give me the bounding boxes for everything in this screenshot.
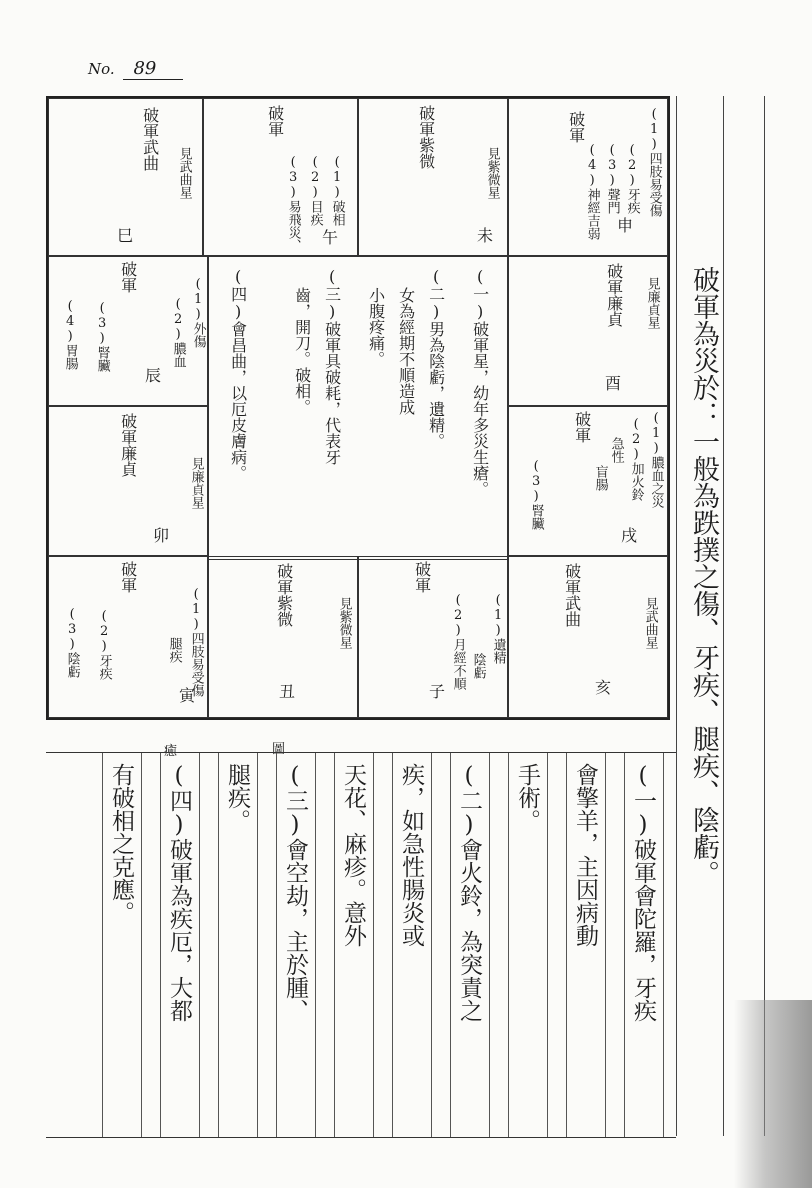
notes-column (624, 753, 664, 1137)
cell-chen-item-1: (1)外傷 (190, 277, 206, 348)
notes-line-5: 疾，如急性腸炎或 (398, 763, 424, 947)
notes-line-1: (一)破軍會陀羅，牙疾 (630, 763, 656, 1022)
notes-line-9: (四)破軍為疾厄，大都 (166, 763, 192, 1022)
cell-xu-item-1: (1)膿血之災 (648, 411, 664, 508)
cell-xu-item-4: 盲腸 (592, 465, 608, 491)
centre-line-5: (三)破軍具破耗，代表牙 (322, 267, 342, 465)
cell-yin-item-2: 腿疾 (166, 637, 182, 663)
notes-line-8: 腿疾。 (224, 763, 250, 832)
notes-column (276, 753, 316, 1137)
cell-si-note: 見武曲星 (176, 147, 192, 199)
cell-chou (208, 556, 358, 718)
notes-line-4: (二)會火鈴，為突責之 (456, 763, 482, 1022)
notes-column (392, 753, 432, 1137)
cell-zi-stars: 破軍 (412, 561, 432, 593)
cell-wei-stars: 破軍紫微 (416, 105, 436, 169)
page-number-label: No. (88, 60, 115, 78)
centre-line-7: (四)會昌曲，以厄皮膚病。 (228, 267, 248, 481)
cell-xu (508, 406, 668, 556)
cell-chen (48, 256, 208, 406)
cell-shen (508, 98, 668, 256)
cell-hai-branch: 亥 (595, 678, 612, 697)
cell-shen-item-2: (2)牙疾 (624, 143, 640, 214)
cell-shen-item-3: (3)聲門 (604, 143, 620, 214)
page-title: 破軍為災於：一般為跌撲之傷、牙疾、腿疾、陰虧。 (688, 266, 719, 887)
page-edge-shadow (734, 1000, 812, 1188)
cell-wu-item-2: (2)目疾 (307, 155, 323, 226)
cell-chen-item-2: (2)膿血 (170, 297, 186, 368)
centre-line-2: (二)男為陰虧，遺精。 (426, 267, 446, 449)
cell-chou-stars: 破軍紫微 (274, 563, 294, 627)
notes-section (46, 752, 676, 1138)
cell-zi-branch: 子 (429, 682, 446, 701)
cell-xu-stars: 破軍 (572, 411, 592, 443)
notes-column (102, 753, 142, 1137)
chart-centre (208, 256, 508, 560)
notes-column (566, 753, 606, 1137)
cell-hai-stars: 破軍武曲 (562, 563, 582, 627)
notes-label-left: 癒 (164, 744, 178, 759)
notes-line-6: 天花、麻疹。意外 (340, 763, 366, 947)
centre-line-1: (一)破軍星，幼年多災生瘡。 (470, 267, 490, 497)
cell-wu-item-1: (1)破相 (329, 155, 345, 226)
cell-wu-stars: 破軍 (265, 105, 285, 137)
cell-zi (358, 556, 508, 718)
cell-wei-branch: 未 (477, 226, 494, 245)
cell-xu-item-2: (2)加火鈴 (628, 417, 644, 501)
cell-chou-branch: 丑 (279, 682, 296, 701)
cell-mao-note: 見廉貞星 (188, 457, 204, 509)
cell-mao-branch: 卯 (153, 526, 170, 545)
notes-column (160, 753, 200, 1137)
cell-you-note: 見廉貞星 (644, 277, 660, 329)
cell-wu (203, 98, 358, 256)
cell-shen-item-4: (4)神經吉弱 (584, 143, 600, 240)
cell-wei-note: 見紫微星 (484, 147, 500, 199)
cell-wu-item-3: (3)易飛災、 (285, 155, 301, 252)
cell-you (508, 256, 668, 406)
notes-line-10: 有破相之克應。 (108, 763, 134, 924)
cell-xu-item-3: 急性 (608, 437, 624, 463)
cell-hai (508, 556, 668, 718)
cell-xu-branch: 戌 (621, 526, 638, 545)
centre-line-3: 女為經期不順造成 (396, 287, 416, 415)
title-column (676, 96, 724, 1136)
cell-chou-note: 見紫微星 (336, 597, 352, 649)
cell-chen-item-4: (4)胃腸 (62, 299, 78, 370)
page-number (88, 58, 183, 80)
cell-yin-stars: 破軍 (118, 561, 138, 593)
notes-line-3: 手術。 (514, 763, 540, 832)
cell-chen-stars: 破軍 (118, 261, 138, 293)
notes-column (508, 753, 548, 1137)
notes-label-right: 圖 (272, 742, 286, 757)
cell-shen-stars: 破軍 (566, 111, 586, 143)
cell-wei (358, 98, 508, 256)
cell-mao (48, 406, 208, 556)
cell-zi-item-3: (2)月經不順 (450, 593, 466, 690)
cell-xu-item-5: (3)腎臟 (528, 459, 544, 530)
notes-line-2: 會擎羊，主因病動 (572, 763, 598, 947)
page-number-value: 89 (123, 58, 183, 80)
cell-you-stars: 破軍廉貞 (604, 263, 624, 327)
notes-column (334, 753, 374, 1137)
notes-column (218, 753, 258, 1137)
cell-chen-branch: 辰 (145, 366, 162, 385)
cell-si (48, 98, 203, 256)
cell-wu-branch: 午 (322, 228, 339, 247)
cell-yin-item-4: (3)陰虧 (64, 607, 80, 678)
cell-yin-item-3: (2)牙疾 (96, 609, 112, 680)
cell-shen-item-1: (1)四肢易受傷 (646, 107, 662, 217)
right-margin-column (722, 96, 765, 1136)
notes-column (450, 753, 490, 1137)
centre-line-4: 小腹疼痛。 (366, 287, 386, 367)
cell-mao-stars: 破軍廉貞 (118, 413, 138, 477)
cell-zi-item-1: (1)遺精 (490, 593, 506, 664)
cell-yin (48, 556, 208, 718)
cell-si-stars: 破軍武曲 (140, 107, 160, 171)
cell-shen-branch: 申 (617, 216, 634, 235)
cell-zi-item-2: 陰虧 (470, 653, 486, 679)
cell-si-branch: 巳 (117, 226, 134, 245)
cell-you-branch: 酉 (605, 374, 622, 393)
notes-line-7: (三)會空劫，主於腫、 (282, 763, 308, 1022)
cell-chen-item-3: (3)腎臟 (94, 301, 110, 372)
cell-yin-branch: 寅 (179, 686, 196, 705)
star-chart (46, 96, 670, 720)
cell-yin-item-1: (1)四肢易受傷 (188, 587, 204, 697)
cell-hai-note: 見武曲星 (642, 597, 658, 649)
centre-line-6: 齒，開刀。破相。 (292, 287, 312, 415)
